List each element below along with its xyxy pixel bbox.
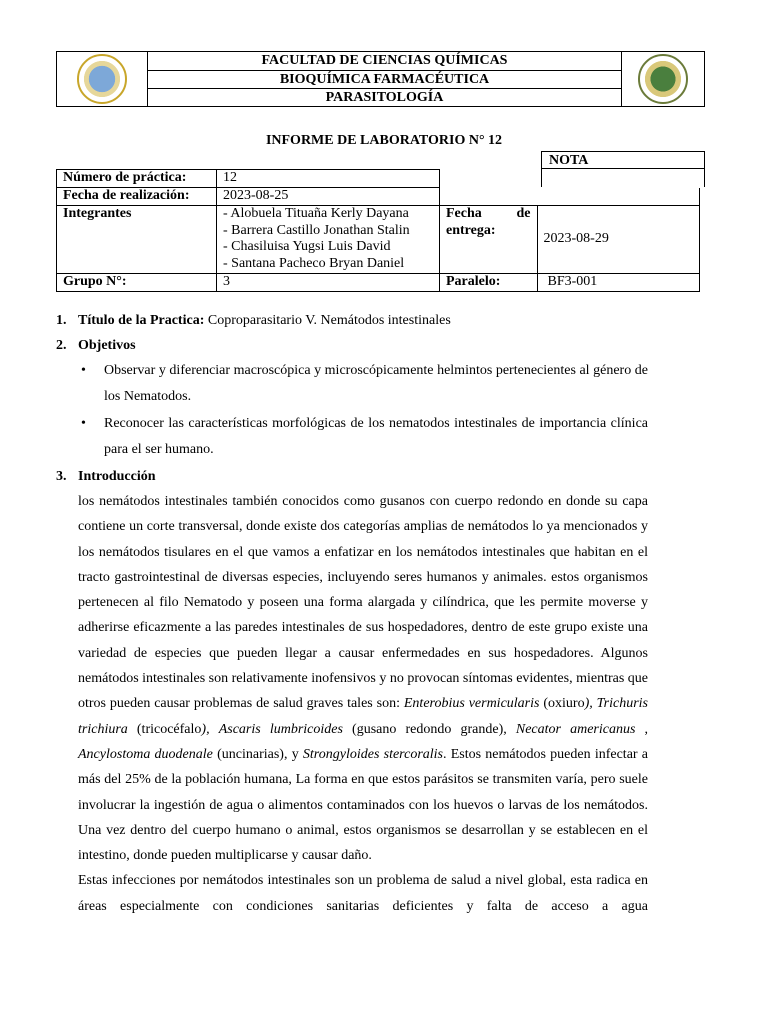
paralelo-value: BF3-001: [537, 274, 699, 292]
report-title: INFORME DE LABORATORIO N° 12: [265, 133, 503, 148]
section-introduction-heading: 3. Introducción: [56, 469, 156, 484]
report-body: [56, 308, 648, 919]
practice-title-value: Coproparasitario V. Nemátodos intestinales: [207, 313, 451, 328]
header-titles: [147, 52, 622, 106]
nota-label: NOTA: [541, 151, 705, 169]
introduction-paragraph: Estas infecciones por nemátodos intestinales son un problema de salud a nivel global, esta radica en áreas especialmente con condiciones sanitarias deficientes y falta de acceso a agua: [78, 873, 648, 914]
group-label: Grupo N°:: [57, 274, 217, 292]
delivery-label: Fecha de entrega:: [440, 206, 538, 274]
subject-title: PARASITOLOGÍA: [325, 90, 444, 106]
member-item: - Barrera Castillo Jonathan Stalin: [223, 222, 410, 238]
section-objectives-heading: 2. Objetivos: [56, 338, 136, 353]
objective-item: • Reconocer las características morfológicas de los nematodos intestinales de importancia clínica para el ser humano.: [56, 411, 648, 462]
members-list: [217, 206, 440, 274]
member-item: - Alobuela Tituaña Kerly Dayana: [223, 206, 409, 221]
paralelo-label: Paralelo:: [440, 274, 538, 292]
delivery-value: 2023-08-29: [537, 206, 699, 274]
header-box: [56, 51, 705, 107]
members-label: Integrantes: [57, 206, 217, 274]
university-logo-right: [621, 52, 704, 106]
member-item: - Santana Pacheco Bryan Daniel: [223, 255, 405, 271]
group-value: 3: [217, 274, 440, 292]
seal-icon: [638, 54, 688, 104]
member-item: - Chasiluisa Yugsi Luis David: [223, 239, 391, 254]
introduction-paragraph: los nemátodos intestinales también conocidos como gusanos con cuerpo redondo en donde su capa contiene un corte transversal, donde existe dos categorías amplias de nemátodos lo ya mencionados y los nemátodos tisulares en el que vamos a enfatizar en los nemátodos intestinales que habitan en el tracto gastrointestinal de diversas especies, incluyendo seres humanos y animales. estos organismos pertenecen al filo Nematodo y poseen una forma alargada y cilíndrica, que les permite moverse y adherirse eficazmente a las paredes intestinales de sus hospedadores, dentro de este grupo existe una variedad de especies que pueden llegar a causar enfermedades en sus hospedadores. Algunos nemátodos intestinales son relativamente inofensivos y no provocan síntomas evidentes, mientras que otros pueden causar problemas de salud graves tales son: Enterobius vermicularis (oxiuro), Trichuris trichiura (tricocéfalo), Ascaris lumbricoides (gusano redondo grande), Necator americanus , Ancylostoma duodenale (uncinarias), y Strongyloides stercoralis. Estos nemátodos pueden infectar a más del 25% de la población humana, La forma en que estos parásitos se transmiten varía, pero suele involucrar la ingestión de agua o alimentos contaminados con los huevos o larvas de los nemátodos. Una vez dentro del cuerpo humano o animal, estos organismos se desarrollan y se establecen en el intestino, donde pueden multiplicarse y causar daño.: [78, 494, 649, 864]
introduction-text: [56, 489, 648, 919]
career-title: BIOQUÍMICA FARMACÉUTICA: [147, 71, 622, 90]
seal-icon: [77, 54, 127, 104]
date-label: Fecha de realización:: [57, 188, 217, 206]
practice-value: 12: [217, 170, 440, 188]
practice-label: Número de práctica:: [57, 170, 217, 188]
faculty-title: FACULTAD DE CIENCIAS QUÍMICAS: [147, 52, 622, 71]
info-table: [56, 169, 700, 292]
objectives-list: [56, 358, 648, 462]
objective-item: • Observar y diferenciar macroscópica y microscópicamente helmintos pertenecientes al género de los Nematodos.: [56, 358, 648, 409]
date-value: 2023-08-25: [217, 188, 440, 206]
section-title-practice: 1. Título de la Practica: Coproparasitario V. Nemátodos intestinales: [56, 313, 451, 328]
university-logo-left: [57, 52, 148, 106]
